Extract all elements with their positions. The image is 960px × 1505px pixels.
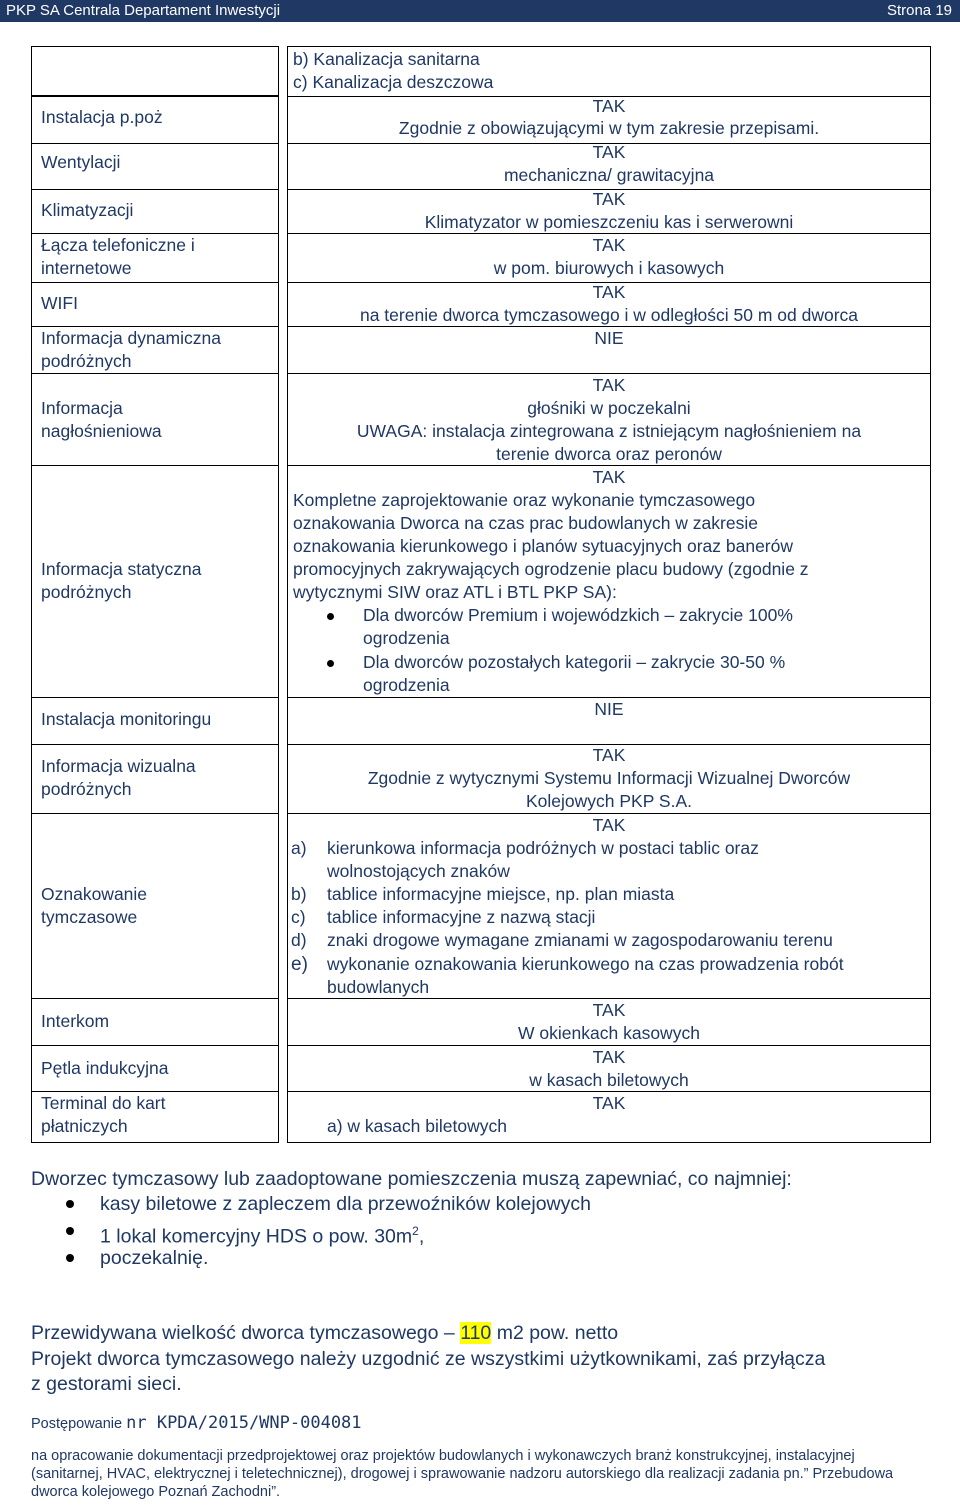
label-ppoz: Instalacja p.poż [41,107,163,127]
stat-text-2: oznakowania Dworca na czas prac budowlanych w zakresie [293,513,758,533]
footer-desc-2: (sanitarnej, HVAC, elektrycznej i teletechnicznej), drogowej i sprawowanie nadzoru autorskiego dla realizacji zadania pn.” Przebudowa [31,1466,894,1482]
term-tak: TAK [592,1093,626,1113]
label-terminal: Terminal do kart płatniczych [41,1093,166,1136]
went-tak: TAK [592,142,626,162]
kanalizacja-deszczowa: c) Kanalizacja deszczowa [293,72,494,92]
bullet-2 [327,660,334,667]
nagl-tak: TAK [592,375,626,395]
label-lacza: Łącza telefoniczne i internetowe [41,235,195,278]
label-wentylacji: Wentylacji [41,152,121,172]
monitoring-nie: NIE [594,699,624,719]
ozn-label-a: a) [291,838,307,858]
body-bullet-1 [66,1200,74,1208]
label-klimatyzacji: Klimatyzacji [41,200,134,220]
went-text: mechaniczna/ grawitacyjna [503,165,715,185]
footer-desc-1: na opracowanie dokumentacji przedprojektowej oraz projektów budowlanych i wykonawczych branż konstrukcyjnej, instalacyjnej [31,1448,855,1464]
body-bullet-2 [66,1227,74,1235]
ozn-label-b: b) [291,884,307,904]
ppoz-text: Zgodnie z obowiązującymi w tym zakresie przepisami. [398,118,820,138]
ozn-label-c: c) [291,907,306,927]
footer-nr: nr KPDA/2015/WNP-004081 [126,1413,362,1433]
stat-bullet-2a: Dla dworców pozostałych kategorii – zakrycie 30-50 % [363,652,786,672]
label-oznakowanie: Oznakowanie tymczasowe [41,884,148,927]
req-lokal: 1 lokal komercyjny HDS o pow. $30m^2$, [100,1224,425,1248]
label-wifi: WIFI [41,293,78,313]
ozn-e-1: wykonanie oznakowania kierunkowego na czas prowadzenia robót [327,954,844,974]
ozn-a-1: kierunkowa informacja podróżnych w postaci tablic oraz [327,838,759,858]
nagl-text-1: głośniki w poczekalni [527,398,691,418]
stat-text-4: promocyjnych zakrywających ogrodzenie placu budowy (zgodnie z [293,559,809,579]
inter-tak: TAK [592,1000,626,1020]
label-info-stat: Informacja statyczna podróżnych [41,559,202,602]
intro-text: Dworzec tymczasowy lub zaadoptowane pomieszczenia muszą zapewniać, co najmniej: [31,1168,792,1190]
ozn-b-1: tablice informacyjne miejsce, np. plan miasta [327,884,675,904]
label-info-wiz: Informacja wizualna podróżnych [41,756,196,799]
wifi-text: na terenie dworca tymczasowego i w odległości 50 m od dworca [359,305,859,325]
info-dyn-nie: NIE [594,328,624,348]
left-cell [31,46,279,96]
klim-text: Klimatyzator w pomieszczeniu kas i serwerowni [424,212,794,232]
stat-bullet-1a: Dla dworców Premium i wojewódzkich – zakrycie 100% [363,605,793,625]
nagl-text-3: terenie dworca oraz peronów [496,444,722,464]
proj-line-2: z gestorami sieci. [31,1373,182,1395]
wiz-text-2: Kolejowych PKP S.A. [525,791,692,811]
stat-bullet-1b: ogrodzenia [363,628,450,648]
label-petla: Pętla indukcyjna [41,1058,169,1078]
ozn-d-1: znaki drogowe wymagane zmianami w zagospodarowaniu terenu [327,930,833,950]
header-title: PKP SA Centrala Departament Inwestycji [6,2,281,19]
body-bullet-3 [66,1254,74,1262]
inter-text: W okienkach kasowych [518,1023,700,1043]
bullet-1 [327,613,334,620]
footer-desc-3: dworca kolejowego Poznań Zachodni”. [31,1484,281,1500]
label-monitoring: Instalacja monitoringu [41,709,212,729]
ozn-tak: TAK [592,815,626,835]
klim-tak: TAK [592,189,626,209]
size-value: 110 [460,1322,492,1344]
kanalizacja-sanitarna: b) Kanalizacja sanitarna [293,49,480,69]
petla-tak: TAK [592,1047,626,1067]
stat-bullet-2b: ogrodzenia [363,675,450,695]
ozn-label-d: d) [291,930,307,950]
label-interkom: Interkom [41,1011,110,1031]
footer-postepowanie: Postępowanie nr KPDA/2015/WNP-004081 [31,1413,362,1433]
wiz-tak: TAK [592,745,626,765]
req-poczekalnia: poczekalnię. [100,1247,209,1269]
lacza-text: w pom. biurowych i kasowych [493,258,725,278]
wifi-tak: TAK [592,282,626,302]
page-header [0,0,960,22]
page-number: Strona 19 [886,2,952,19]
size-line: Przewidywana wielkość dworca tymczasowego – 110 m2 pow. netto [31,1322,619,1344]
ozn-c-1: tablice informacyjne z nazwą stacji [327,907,596,927]
ozn-e-2: budowlanych [327,977,430,997]
lacza-tak: TAK [592,235,626,255]
label-info-nagl: Informacja nagłośnieniowa [41,398,162,441]
label-info-dyn: Informacja dynamiczna podróżnych [41,328,221,371]
stat-text-1: Kompletne zaprojektowanie oraz wykonanie tymczasowego [293,490,756,510]
petla-text: w kasach biletowych [529,1070,689,1090]
req-kasy: kasy biletowe z zapleczem dla przewoźników kolejowych [100,1193,591,1215]
ppoz-tak: TAK [592,96,626,116]
ozn-label-e: e) [291,954,308,975]
proj-line-1: Projekt dworca tymczasowego należy uzgodnić ze wszystkimi użytkownikami, zaś przyłącza [31,1348,826,1370]
ozn-a-2: wolnostojących znaków [327,861,510,881]
stat-text-5: wytycznymi SIW oraz ATL i BTL PKP SA): [293,582,617,602]
stat-text-3: oznakowania kierunkowego i planów sytuacyjnych oraz banerów [293,536,794,556]
term-text: a) w kasach biletowych [327,1116,507,1136]
nagl-text-2: UWAGA: instalacja zintegrowana z istniejącym nagłośnieniem na [356,421,862,441]
stat-tak: TAK [592,467,626,487]
wiz-text-1: Zgodnie z wytycznymi Systemu Informacji Wizualnej Dworców [367,768,851,788]
